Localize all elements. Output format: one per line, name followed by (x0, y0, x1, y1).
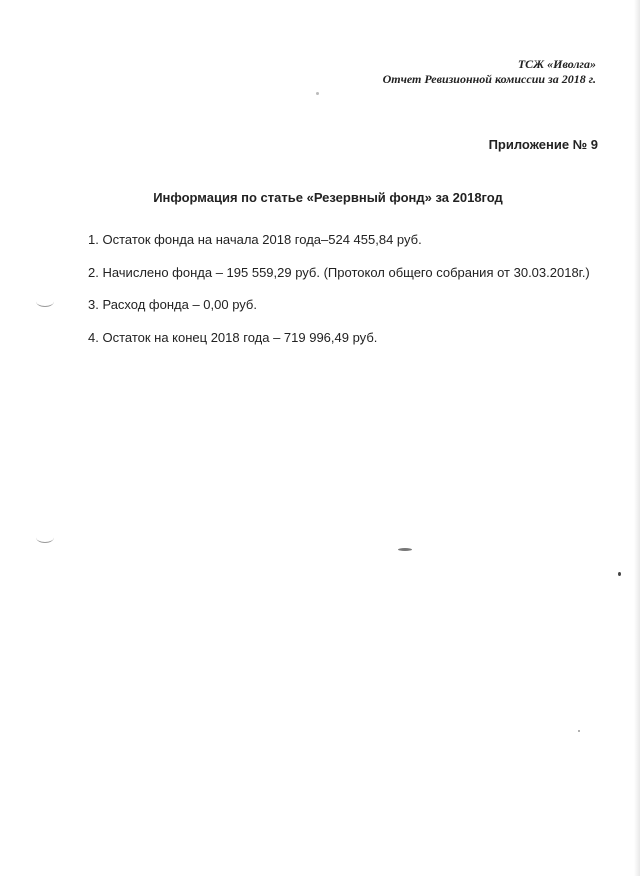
document-header (383, 57, 596, 87)
scan-edge (634, 0, 640, 876)
scan-speck (316, 92, 319, 95)
punch-hole-mark (36, 296, 54, 307)
list-item: 3. Расход фонда – 0,00 руб. (88, 297, 257, 312)
scan-speck (578, 730, 580, 732)
document-title: Информация по статье «Резервный фонд» за 2018год (153, 190, 503, 205)
punch-hole-mark (36, 532, 54, 543)
appendix-label: Приложение № 9 (488, 137, 598, 152)
list-item: 1. Остаток фонда на начала 2018 года–524 455,84 руб. (88, 232, 422, 247)
scan-speck (398, 548, 412, 551)
scan-speck (618, 572, 621, 576)
fund-items-list (88, 232, 590, 362)
header-report-title: Отчет Ревизионной комиссии за 2018 г. (382, 72, 596, 86)
header-org: ТСЖ «Иволга» (517, 57, 596, 71)
list-item: 2. Начислено фонда – 195 559,29 руб. (Протокол общего собрания от 30.03.2018г.) (88, 264, 590, 280)
list-item: 4. Остаток на конец 2018 года – 719 996,49 руб. (88, 329, 378, 345)
